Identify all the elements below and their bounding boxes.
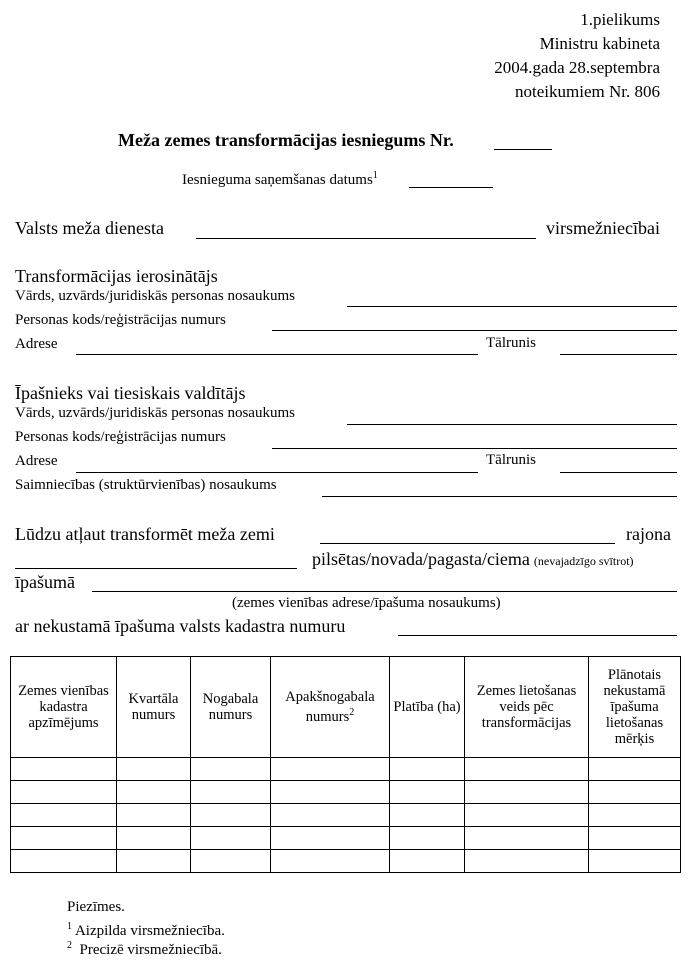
table-row[interactable] — [11, 781, 681, 804]
request-text: Lūdzu atļaut transformēt meža zemi — [15, 524, 275, 544]
col-cadastre-designation: Zemes vienības kadastra apzīmējums — [11, 657, 117, 758]
cadastre-field[interactable] — [398, 635, 677, 636]
table-row[interactable] — [11, 827, 681, 850]
forestry-field[interactable] — [196, 238, 536, 239]
owner-code-label: Personas kods/reģistrācijas numurs — [15, 429, 226, 445]
received-date-field[interactable] — [409, 187, 493, 188]
header-regulation: noteikumiem Nr. 806 — [515, 82, 660, 101]
initiator-code-label: Personas kods/reģistrācijas numurs — [15, 312, 226, 328]
property-hint: (zemes vienības adrese/īpašuma nosaukums) — [232, 595, 501, 611]
owner-phone-field[interactable] — [560, 472, 677, 473]
farm-name-field[interactable] — [322, 496, 677, 497]
application-number-field[interactable] — [494, 149, 552, 150]
received-date-label: Iesnieguma saņemšanas datums$^1$ — [182, 170, 378, 188]
location-field[interactable] — [15, 568, 297, 569]
col-planned-purpose: Plānotais nekustamā īpašuma lietošanas mērķis — [589, 657, 681, 758]
col-quarter-number: Kvartāla numurs — [117, 657, 191, 758]
header-date: 2004.gada 28.septembra — [494, 58, 660, 77]
owner-name-label: Vārds, uzvārds/juridiskās personas nosaukums — [15, 405, 295, 421]
table-row[interactable] — [11, 804, 681, 827]
col-substand-number: Apakšnogabala numurs$^2$ — [271, 657, 390, 758]
initiator-phone-label: Tālrunis — [486, 335, 536, 351]
col-land-use-type: Zemes lietošanas veids pēc transformācijas — [465, 657, 589, 758]
owner-phone-label: Tālrunis — [486, 452, 536, 468]
initiator-phone-field[interactable] — [560, 354, 677, 355]
col-area: Platība (ha) — [390, 657, 465, 758]
header-appendix: 1.pielikums — [580, 10, 660, 29]
initiator-name-field[interactable] — [347, 306, 677, 307]
owner-heading: Īpašnieks vai tiesiskais valdītājs — [15, 383, 246, 403]
table-row[interactable] — [11, 850, 681, 873]
owner-code-field[interactable] — [272, 448, 677, 449]
cadastre-label: ar nekustamā īpašuma valsts kadastra numuru — [15, 616, 346, 636]
table-header-row — [11, 657, 681, 758]
initiator-name-label: Vārds, uzvārds/juridiskās personas nosaukums — [15, 288, 295, 304]
initiator-heading: Transformācijas ierosinātājs — [15, 266, 218, 286]
transformation-table — [10, 656, 681, 873]
header-cabinet: Ministru kabineta — [539, 34, 660, 53]
owner-name-field[interactable] — [347, 424, 677, 425]
rajona-label: rajona — [626, 524, 671, 544]
rajona-field[interactable] — [320, 543, 615, 544]
table-row[interactable] — [11, 758, 681, 781]
owner-address-label: Adrese — [15, 453, 58, 469]
property-label: īpašumā — [15, 572, 75, 592]
page-title: Meža zemes transformācijas iesniegums Nr. — [118, 130, 454, 150]
owner-address-field[interactable] — [76, 472, 478, 473]
notes-heading: Piezīmes. — [67, 899, 125, 915]
property-field[interactable] — [92, 591, 677, 592]
forestry-service-label: Valsts meža dienesta — [15, 218, 164, 238]
note-1: $^1$ Aizpilda virsmežniecība. — [67, 921, 225, 939]
initiator-code-field[interactable] — [272, 330, 677, 331]
forestry-district-label: virsmežniecībai — [546, 218, 660, 238]
farm-name-label: Saimniecības (struktūrvienības) nosaukums — [15, 477, 277, 493]
location-label: pilsētas/novada/pagasta/ciema (nevajadzīgo svītrot) — [312, 549, 634, 569]
note-2: $^2$ Precizē virsmežniecībā. — [67, 940, 222, 958]
initiator-address-label: Adrese — [15, 336, 58, 352]
col-stand-number: Nogabala numurs — [191, 657, 271, 758]
initiator-address-field[interactable] — [76, 354, 478, 355]
